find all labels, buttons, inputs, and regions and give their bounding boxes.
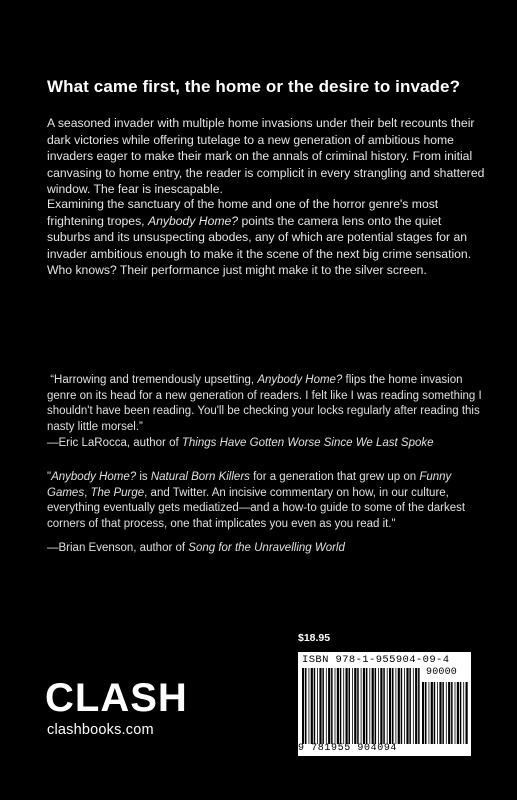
barcode-bar xyxy=(455,682,456,744)
barcode-bar xyxy=(415,668,417,744)
attribution-text: —Brian Evenson, author of xyxy=(47,542,189,554)
barcode-bar xyxy=(363,668,365,744)
barcode-bar xyxy=(369,668,370,744)
barcode-digits: 9 781955 904094 xyxy=(298,743,398,754)
book-title: Anybody Home? xyxy=(147,213,239,228)
barcode-bar xyxy=(309,668,310,744)
barcode xyxy=(298,652,471,756)
quote-text: for a generation that grew up on xyxy=(249,471,420,483)
barcode-bar xyxy=(434,682,436,744)
barcode-bar xyxy=(366,668,368,744)
barcode-bar xyxy=(429,682,430,744)
quote-text: , xyxy=(84,486,91,499)
barcode-bar xyxy=(396,668,397,744)
barcode-bar xyxy=(302,668,304,744)
review-attribution-2 xyxy=(47,541,487,557)
film-title: The Purge xyxy=(90,486,145,499)
barcode-bar xyxy=(389,668,391,744)
quote-text: is xyxy=(136,471,151,483)
barcode-bar xyxy=(413,668,414,744)
attribution-work: Song for the Unravelling World xyxy=(188,542,345,554)
book-title: Anybody Home? xyxy=(51,471,137,483)
barcode-bar xyxy=(311,668,313,744)
barcode-bar xyxy=(314,668,316,744)
film-title: Funny Games xyxy=(47,471,452,499)
barcode-bar xyxy=(463,682,464,744)
review-quote-1 xyxy=(47,373,487,435)
quote-text: flips the home invasion genre on its head for a new generation of readers. I felt like I was reading something I shouldn't have been reading. You'll be checking your locks regularly after reading this nasty little morsel.” xyxy=(47,374,482,433)
barcode-bar xyxy=(383,668,385,744)
barcode-bars xyxy=(302,668,420,744)
barcode-bar xyxy=(422,682,424,744)
barcode-bar xyxy=(322,668,324,744)
barcode-bar xyxy=(437,682,438,744)
barcode-bar xyxy=(340,668,342,744)
barcode-bar xyxy=(460,682,462,744)
barcode-bar xyxy=(317,668,318,744)
barcode-bar xyxy=(375,668,377,744)
isbn-number: ISBN 978-1-955904-09-4 xyxy=(302,654,450,666)
barcode-bar xyxy=(343,668,344,744)
barcode-bar xyxy=(328,668,330,744)
blurb-paragraph-2 xyxy=(47,196,487,279)
barcode-bar xyxy=(337,668,339,744)
barcode-bar xyxy=(387,668,388,744)
barcode-bar xyxy=(418,668,420,744)
barcode-bar xyxy=(406,668,408,744)
barcode-bar xyxy=(352,668,353,744)
barcode-bar xyxy=(457,682,459,744)
barcode-addon-bars xyxy=(422,682,468,744)
review-quote-2 xyxy=(47,470,487,532)
barcode-bar xyxy=(442,682,444,744)
barcode-bar xyxy=(409,668,411,744)
barcode-bar xyxy=(305,668,307,744)
quote-text: , and Twitter. An incisive commentary on how, in our culture, everything eventually gets mediatized—and a how-to guide to some of the darkest corners of that process, one that implicates you even as you read it." xyxy=(47,486,466,530)
barcode-bar xyxy=(448,682,450,744)
quote-text: “Harrowing and tremendously upsetting, xyxy=(50,374,258,386)
barcode-bar xyxy=(392,668,394,744)
attribution-work: Things Have Gotten Worse Since We Last Spoke xyxy=(181,437,434,449)
attribution-text: —Eric LaRocca, author of xyxy=(47,437,182,449)
publisher-website: clashbooks.com xyxy=(47,722,154,738)
barcode-bar xyxy=(361,668,362,744)
barcode-bar xyxy=(326,668,327,744)
blurb-text: points the camera lens onto the quiet suburbs and its unsuspecting abodes, any of which are potential stages for an invader ambitious enough to make it the scene of the next big crime sensation. Who knows? Their performance just might make it to the silver screen. xyxy=(47,213,472,278)
review-attribution-1 xyxy=(47,436,487,452)
barcode-bar xyxy=(346,668,348,744)
logo-text: CLASH xyxy=(45,676,188,715)
blurb-paragraph-1: A seasoned invader with multiple home invasions under their belt recounts their dark victories while offering tutelage to a new generation of ambitious home invaders eager to make their mark on the annals of criminal history. From initial canvasing to home entry, the reader is complicit in every strangling and shattered window. The fear is inescapable. xyxy=(47,116,485,197)
barcode-bar xyxy=(357,668,359,744)
barcode-bar xyxy=(401,668,403,744)
barcode-bar xyxy=(372,668,374,744)
barcode-bar xyxy=(446,682,447,744)
barcode-bar xyxy=(425,682,427,744)
book-title: Anybody Home? xyxy=(257,374,343,386)
barcode-bar xyxy=(380,668,382,744)
publisher-logo xyxy=(45,675,205,715)
barcode-bar xyxy=(378,668,379,744)
barcode-bar xyxy=(331,668,333,744)
price: $18.95 xyxy=(298,632,331,644)
barcode-bar xyxy=(349,668,351,744)
film-title: Natural Born Killers xyxy=(150,471,250,483)
blurb-text: Examining the sanctuary of the home and one of the horror genre's most frightening tropes, xyxy=(47,197,439,228)
barcode-bar xyxy=(354,668,356,744)
barcode-bar xyxy=(404,668,405,744)
barcode-bar xyxy=(335,668,336,744)
barcode-bar xyxy=(319,668,321,744)
barcode-bar xyxy=(439,682,441,744)
barcode-bar xyxy=(431,682,433,744)
barcode-bar xyxy=(451,682,453,744)
barcode-bar xyxy=(398,668,400,744)
quote-text: " xyxy=(47,471,52,483)
headline: What came first, the home or the desire to invade? xyxy=(47,77,461,96)
barcode-addon-digits: 90000 xyxy=(426,667,458,678)
barcode-bar xyxy=(466,682,468,744)
